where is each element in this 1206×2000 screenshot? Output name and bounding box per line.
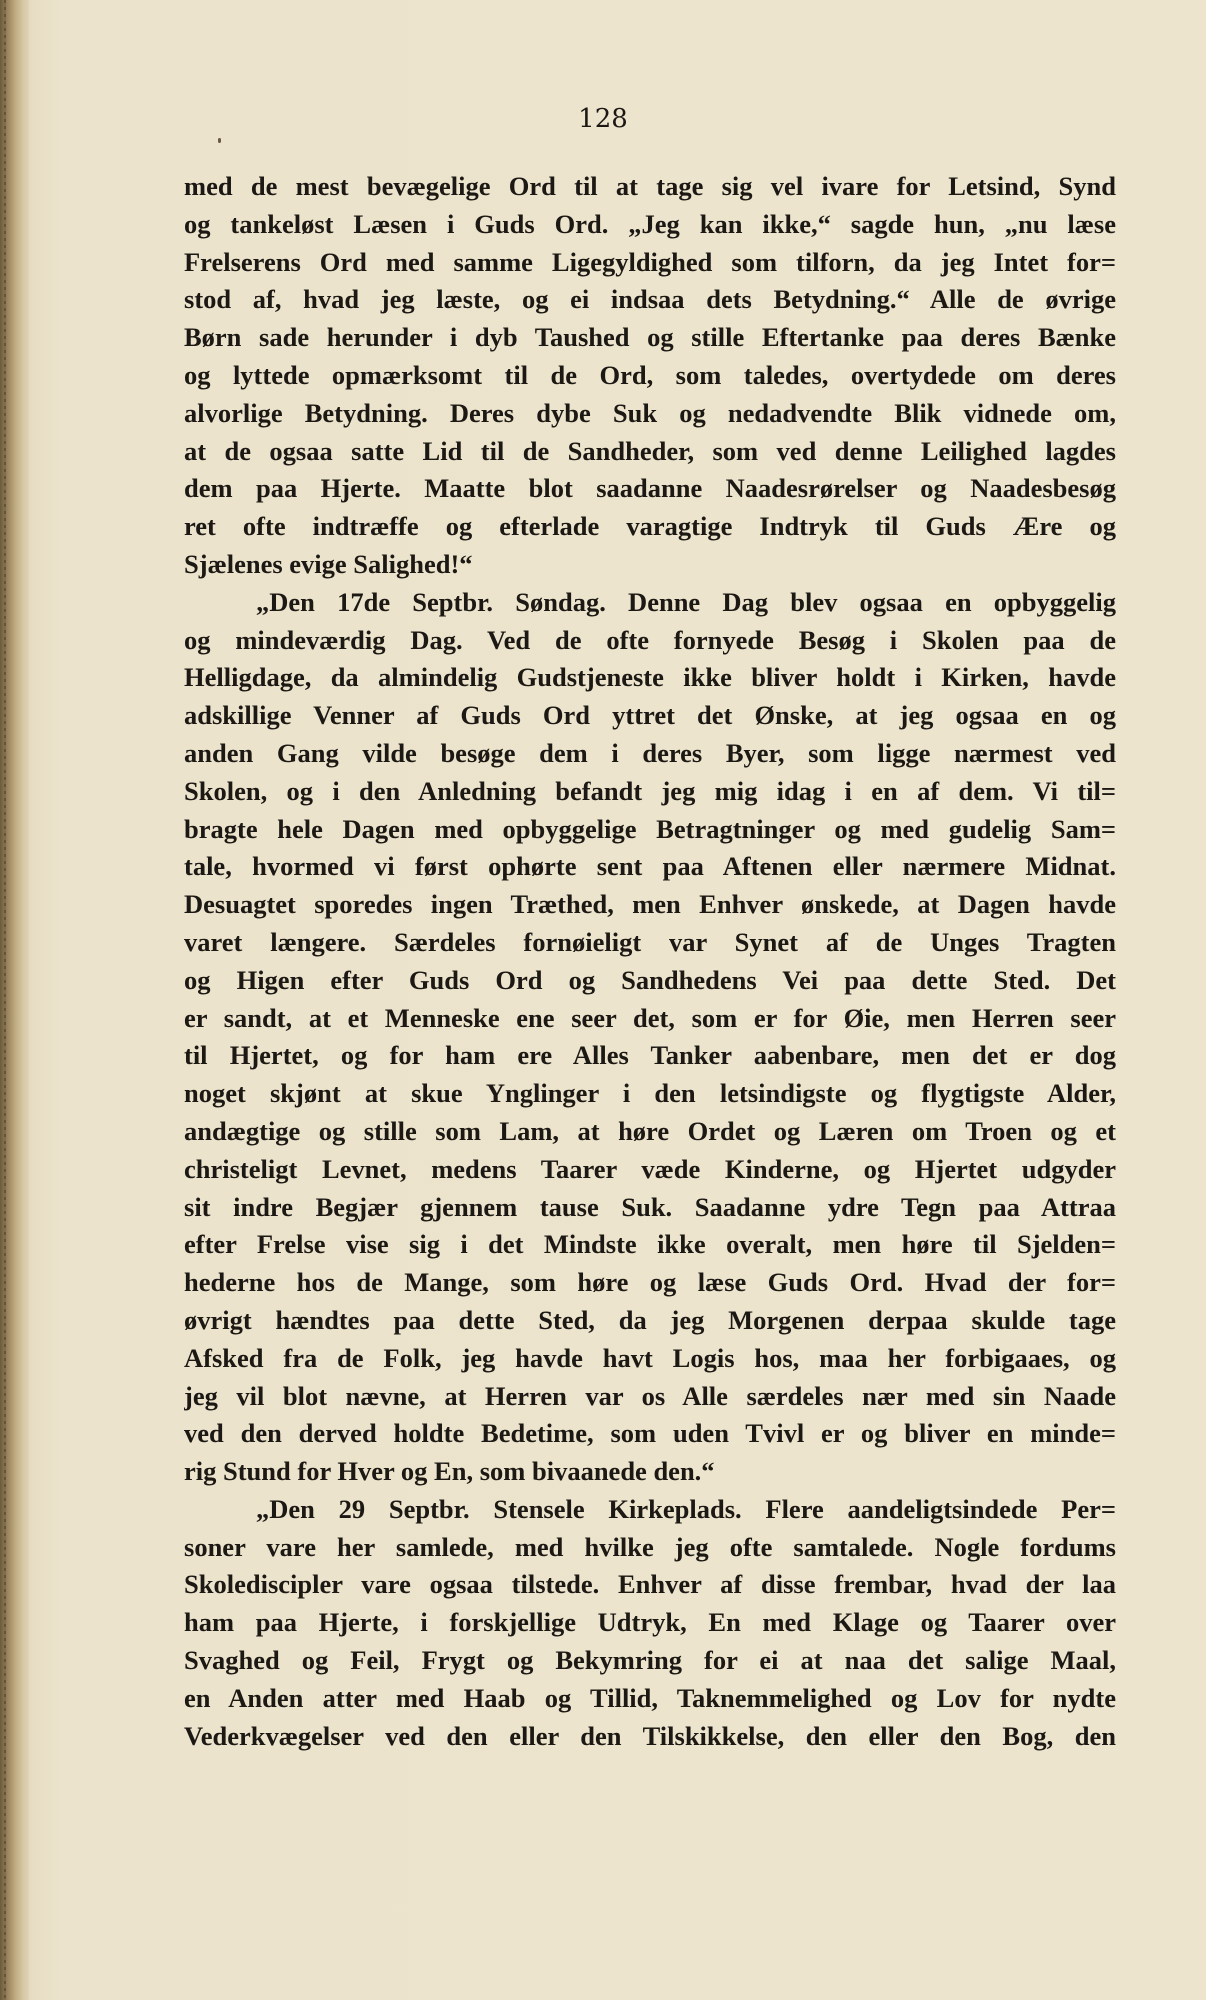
text-line: med de mest bevægelige Ord til at tage sig vel ivare for Letsind, Synd	[184, 171, 1116, 201]
text-line: Sjælenes evige Salighed!“	[184, 548, 473, 579]
text-line: ret ofte indtræffe og efterlade varagtige Indtryk til Guds Ære og	[184, 511, 1116, 542]
text-line: ved den derved holdte Bedetime, som uden Tvivl er og bliver en minde=	[184, 1418, 1116, 1449]
text-line: hederne hos de Mange, som høre og læse Guds Ord. Hvad der for=	[184, 1267, 1116, 1298]
text-line: Børn sade herunder i dyb Taushed og stille Eftertanke paa deres Bænke	[184, 322, 1116, 353]
text-line: tale, hvormed vi først ophørte sent paa Aftenen eller nærmere Midnat.	[184, 851, 1116, 882]
print-speck	[218, 138, 221, 143]
text-line: Vederkvægelser ved den eller den Tilskikkelse, den eller den Bog, den	[184, 1720, 1116, 1751]
text-line: at de ogsaa satte Lid til de Sandheder, som ved denne Leilighed lagdes	[184, 435, 1116, 466]
text-line: Skolediscipler vare ogsaa tilstede. Enhver af disse frembar, hvad der laa	[184, 1569, 1116, 1600]
text-line: Skolen, og i den Anledning befandt jeg mig idag i en af dem. Vi til=	[184, 775, 1116, 806]
text-line: Svaghed og Feil, Frygt og Bekymring for ei at naa det salige Maal,	[184, 1645, 1116, 1676]
text-line: dem paa Hjerte. Maatte blot saadanne Naadesrørelser og Naadesbesøg	[184, 473, 1116, 504]
text-line: og Higen efter Guds Ord og Sandhedens Vei paa dette Sted. Det	[184, 964, 1116, 995]
body-text	[184, 168, 1116, 1755]
text-line: noget skjønt at skue Ynglinger i den letsindigste og flygtigste Alder,	[184, 1078, 1116, 1109]
text-line: soner vare her samlede, med hvilke jeg ofte samtalede. Nogle fordums	[184, 1531, 1116, 1562]
text-line: adskillige Venner af Guds Ord yttret det Ønske, at jeg ogsaa en og	[184, 700, 1116, 731]
text-line: stod af, hvad jeg læste, og ei indsaa dets Betydning.“ Alle de øvrige	[184, 284, 1116, 315]
text-line: rig Stund for Hver og En, som bivaanede den.“	[184, 1456, 715, 1487]
book-spine-gutter	[0, 0, 30, 2000]
text-line: og mindeværdig Dag. Ved de ofte fornyede Besøg i Skolen paa de	[184, 624, 1116, 655]
text-line: ham paa Hjerte, i forskjellige Udtryk, En med Klage og Taarer over	[184, 1607, 1116, 1638]
text-line: christeligt Levnet, medens Taarer væde Kinderne, og Hjertet udgyder	[184, 1153, 1116, 1184]
text-line: Helligdage, da almindelig Gudstjeneste ikke bliver holdt i Kirken, havde	[184, 662, 1116, 693]
text-line: Afsked fra de Folk, jeg havde havt Logis hos, maa her forbigaaes, og	[184, 1342, 1116, 1373]
text-line: er sandt, at et Menneske ene seer det, som er for Øie, men Herren seer	[184, 1002, 1116, 1033]
text-line: efter Frelse vise sig i det Mindste ikke overalt, men høre til Sjelden=	[184, 1229, 1116, 1260]
text-line: „Den 17de Septbr. Søndag. Denne Dag blev ogsaa en opbyggelig	[256, 586, 1116, 617]
text-line: jeg vil blot nævne, at Herren var os Alle særdeles nær med sin Naade	[184, 1380, 1116, 1411]
text-line: og tankeløst Læsen i Guds Ord. „Jeg kan ikke,“ sagde hun, „nu læse	[184, 208, 1116, 239]
text-line: øvrigt hændtes paa dette Sted, da jeg Morgenen derpaa skulde tage	[184, 1304, 1116, 1335]
text-line: sit indre Begjær gjennem tause Suk. Saadanne ydre Tegn paa Attraa	[184, 1191, 1116, 1222]
text-line: andægtige og stille som Lam, at høre Ordet og Læren om Troen og et	[184, 1115, 1116, 1146]
text-line: anden Gang vilde besøge dem i deres Byer, som ligge nærmest ved	[184, 737, 1116, 768]
text-line: til Hjertet, og for ham ere Alles Tanker aabenbare, men det er dog	[184, 1040, 1116, 1071]
text-line: „Den 29 Septbr. Stensele Kirkeplads. Flere aandeligtsindede Per=	[256, 1493, 1116, 1524]
text-line: varet længere. Særdeles fornøieligt var Synet af de Unges Tragten	[184, 926, 1116, 957]
page-number: 128	[578, 104, 628, 134]
text-line: Desuagtet sporedes ingen Træthed, men Enhver ønskede, at Dagen havde	[184, 889, 1116, 920]
text-line: alvorlige Betydning. Deres dybe Suk og nedadvendte Blik vidnede om,	[184, 397, 1116, 428]
text-line: Frelserens Ord med samme Ligegyldighed som tilforn, da jeg Intet for=	[184, 246, 1116, 277]
text-line: og lyttede opmærksomt til de Ord, som taledes, overtydede om deres	[184, 359, 1116, 390]
text-line: bragte hele Dagen med opbyggelige Betragtninger og med gudelig Sam=	[184, 813, 1116, 844]
text-line: en Anden atter med Haab og Tillid, Taknemmelighed og Lov for nydte	[184, 1682, 1116, 1713]
